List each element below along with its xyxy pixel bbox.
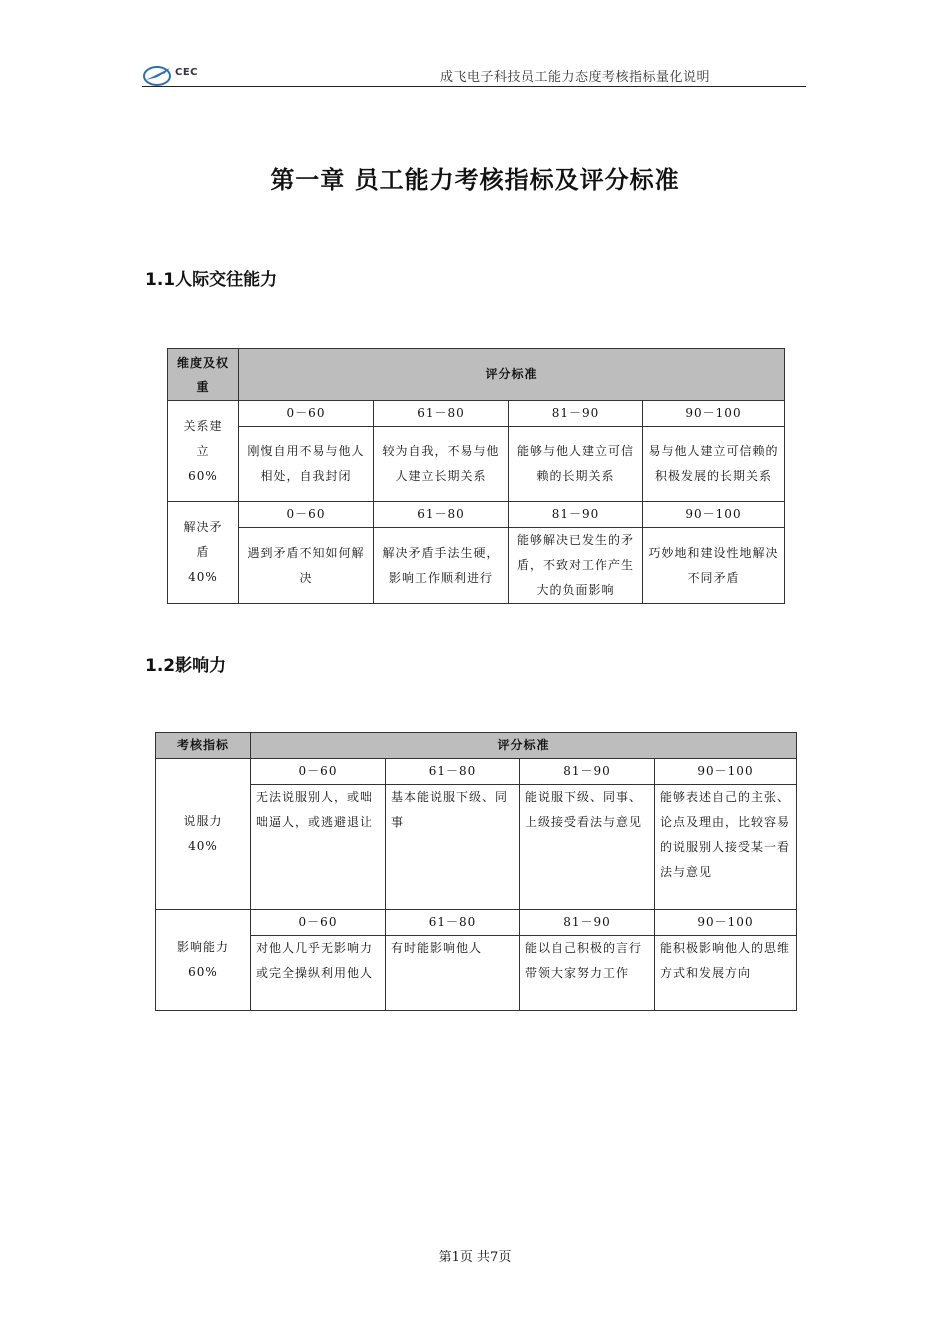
score-range: 61－80 [374,401,509,427]
dimension-weight: 60% [188,965,218,979]
score-range: 90－100 [655,759,797,785]
dimension-cell [168,502,239,604]
score-range: 81－90 [509,502,643,528]
dimension-label: 关系建立 [183,418,223,458]
interpersonal-criteria-table [167,348,785,604]
page-number: 第1页 共7页 [438,1250,512,1265]
criteria-description: 能够表述自己的主张、论点及理由，比较容易的说服别人接受某一看法与意见 [655,785,797,910]
criteria-description: 遇到矛盾不知如何解决 [239,528,374,604]
section-title-influence: 1.2影响力 [145,656,227,676]
dimension-cell [156,910,251,1011]
scoring-criteria-header: 评分标准 [239,349,785,401]
logo-text: CEC [175,67,199,78]
document-title: 成飞电子科技员工能力态度考核指标量化说明 [439,70,710,85]
table-row [168,401,785,427]
table-row [156,936,797,1011]
criteria-description: 刚愎自用不易与他人相处，自我封闭 [239,427,374,502]
score-range: 0－60 [251,759,386,785]
table-row [156,759,797,785]
criteria-description: 较为自我，不易与他人建立长期关系 [374,427,509,502]
dimension-weight-header: 维度及权重 [168,349,239,401]
score-range: 90－100 [643,401,785,427]
criteria-description: 基本能说服下级、同事 [386,785,520,910]
score-range: 61－80 [374,502,509,528]
criteria-description: 能积极影响他人的思维方式和发展方向 [655,936,797,1011]
score-range: 90－100 [655,910,797,936]
table-row [168,502,785,528]
table-row [156,910,797,936]
criteria-description: 能以自己积极的言行带领大家努力工作 [520,936,655,1011]
table-row [168,427,785,502]
influence-criteria-table [155,732,797,1011]
section-title-interpersonal: 1.1人际交往能力 [145,270,278,290]
score-range: 0－60 [251,910,386,936]
score-range: 0－60 [239,401,374,427]
score-range: 81－90 [520,910,655,936]
indicator-header: 考核指标 [156,733,251,759]
criteria-description: 能够解决已发生的矛盾，不致对工作产生大的负面影响 [509,528,643,604]
page-header [142,62,806,87]
criteria-description: 巧妙地和建设性地解决不同矛盾 [643,528,785,604]
table-row [156,785,797,910]
criteria-description: 能够与他人建立可信赖的长期关系 [509,427,643,502]
criteria-description: 有时能影响他人 [386,936,520,1011]
score-range: 90－100 [643,502,785,528]
chapter-title: 第一章 员工能力考核指标及评分标准 [270,166,680,194]
table-row [168,528,785,604]
dimension-label: 解决矛盾 [183,520,223,559]
dimension-label: 影响能力 [176,940,229,954]
criteria-description: 无法说服别人，或咄咄逼人，或逃避退让 [251,785,386,910]
dimension-cell [168,401,239,502]
scoring-criteria-header: 评分标准 [251,733,797,759]
dimension-weight: 60% [188,468,218,483]
dimension-label: 说服力 [183,814,223,828]
score-range: 81－90 [520,759,655,785]
score-range: 0－60 [239,502,374,528]
score-range: 81－90 [509,401,643,427]
criteria-description: 解决矛盾手法生硬，影响工作顺利进行 [374,528,509,604]
score-range: 61－80 [386,910,520,936]
criteria-description: 易与他人建立可信赖的积极发展的长期关系 [643,427,785,502]
dimension-weight: 40% [188,839,218,853]
criteria-description: 能说服下级、同事、上级接受看法与意见 [520,785,655,910]
criteria-description: 对他人几乎无影响力或完全操纵利用他人 [251,936,386,1011]
score-range: 61－80 [386,759,520,785]
dimension-cell [156,759,251,910]
dimension-weight: 40% [188,570,218,584]
